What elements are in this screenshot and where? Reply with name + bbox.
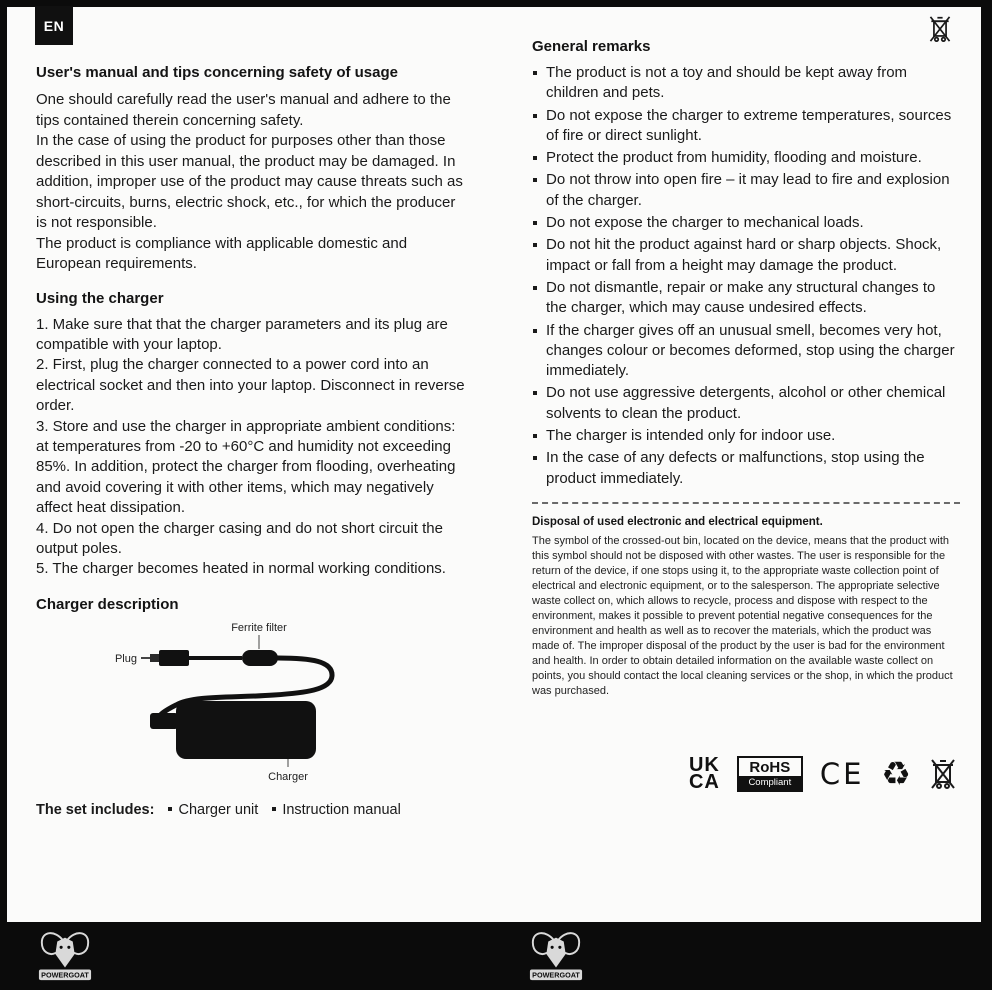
- plug-label: Plug: [114, 652, 137, 665]
- set-item-text: Instruction manual: [282, 801, 401, 818]
- remark-item: Protect the product from humidity, flooding and moisture.: [532, 148, 960, 168]
- right-column: [532, 38, 960, 793]
- footer-bar: [0, 922, 992, 990]
- charger-brick-shape: [176, 701, 316, 759]
- remark-item: The product is not a toy and should be kept away from children and pets.: [532, 63, 960, 104]
- scan-frame-right: [981, 0, 992, 990]
- recycle-icon: ♻: [881, 754, 911, 794]
- set-includes-label: The set includes:: [36, 801, 155, 818]
- ukca-bottom-text: CA: [688, 770, 720, 793]
- ukca-mark: [688, 753, 720, 793]
- rohs-compliant-text: Compliant: [739, 776, 801, 790]
- square-bullet-icon: [272, 807, 276, 811]
- weee-bin-icon: [928, 755, 958, 793]
- disposal-heading: Disposal of used electronic and electrical equipment.: [532, 515, 823, 528]
- usage-line: The product is compliance with applicable domestic and European requirements.: [36, 234, 408, 272]
- powergoat-wordmark: POWERGOAT: [41, 970, 89, 980]
- remark-item: Do not expose the charger to mechanical loads.: [532, 213, 960, 233]
- set-item: [272, 802, 400, 818]
- rohs-mark: [737, 756, 803, 792]
- powergoat-logo: [36, 927, 94, 983]
- set-item: [168, 802, 258, 818]
- certification-row: [532, 755, 960, 793]
- using-item: 3. Store and use the charger in appropriate ambient conditions: at temperatures from -20 to +60°C and humidity not exceeding 85%. In addition, protect the charger from flooding, overheating and avoid covering it with other items, which may negatively affect heat dissipation.: [36, 417, 456, 517]
- ferrite-filter-shape: [242, 650, 278, 666]
- charger-label: Charger: [268, 770, 308, 783]
- set-includes-line: [36, 802, 469, 818]
- ukca-top-text: UK: [688, 753, 720, 776]
- usage-line: One should carefully read the user's manual and adhere to the tips contained therein concerning safety.: [36, 91, 451, 129]
- dashed-divider: [532, 502, 960, 504]
- ferrite-filter-label: Ferrite filter: [231, 621, 287, 634]
- scan-frame-top: [0, 0, 992, 7]
- disposal-text: The symbol of the crossed-out bin, located on the device, means that the product with this symbol should not be disposed with other wastes. The user is responsible for the return of the device, if one stops using it, to the appropriate waste collection point of electrical and electronic equipment, or to the salesperson. The appropriate selective waste collect on, which allows to recycle, process and dispose with respect to the environment, makes it possible to prevent potential negative consequences for the environment and health as well as to recover the materials, which the product was made of. The improper disposal of the product by the user is bad for the environment and health. In order to obtain detailed information on the available waste collect on points, you should contact the local cleaning services or the shop, in which the product was purchased.: [532, 534, 953, 697]
- powergoat-logo: [527, 927, 585, 983]
- using-charger-list: [36, 315, 469, 580]
- using-item: 1. Make sure that that the charger parameters and its plug are compatible with your laptop.: [36, 315, 448, 353]
- using-item: 2. First, plug the charger connected to a power cord into an electrical socket and then into your laptop. Disconnect in reverse order.: [36, 356, 465, 415]
- powergoat-wordmark: POWERGOAT: [532, 970, 580, 980]
- set-item-text: Charger unit: [178, 801, 259, 818]
- dc-connector-shape: [150, 713, 178, 729]
- remark-item: If the charger gives off an unusual smell, becomes very hot, changes colour or becomes deformed, stop using the charger immediately.: [532, 321, 960, 382]
- remark-item: In the case of any defects or malfunctions, stop using the product immediately.: [532, 448, 960, 489]
- remark-item: The charger is intended only for indoor use.: [532, 426, 960, 446]
- general-remarks-list: [532, 63, 960, 489]
- using-charger-heading: Using the charger: [36, 289, 164, 307]
- general-remarks-heading: General remarks: [532, 38, 651, 55]
- remark-item: Do not hit the product against hard or sharp objects. Shock, impact or fall from a height may damage the product.: [532, 235, 960, 276]
- usage-line: In the case of using the product for purposes other than those described in this user manual, the product may be damaged. In addition, improper use of the product may cause threats such as short-circuits, burns, electric shock, etc., for which the producer is not responsible.: [36, 132, 463, 231]
- remark-item: Do not expose the charger to extreme temperatures, sources of fire or direct sunlight.: [532, 106, 960, 147]
- usage-text: [36, 90, 469, 275]
- square-bullet-icon: [168, 807, 172, 811]
- using-item: 4. Do not open the charger casing and do not short circuit the output poles.: [36, 519, 443, 557]
- charger-description-heading: Charger description: [36, 595, 179, 613]
- charger-diagram: [36, 617, 469, 789]
- remark-item: Do not use aggressive detergents, alcohol or other chemical solvents to clean the product.: [532, 383, 960, 424]
- rohs-title: RoHS: [749, 758, 791, 776]
- usage-heading: User's manual and tips concerning safety of usage: [36, 64, 398, 81]
- left-column: [36, 64, 469, 818]
- ce-mark: CE: [819, 756, 865, 791]
- plug-prong-shape: [150, 654, 159, 662]
- remark-item: Do not dismantle, repair or make any structural changes to the charger, which may cause undesired effects.: [532, 278, 960, 319]
- scan-frame-left: [0, 0, 7, 990]
- language-badge: EN: [35, 6, 73, 45]
- plug-body-shape: [159, 650, 189, 666]
- remark-item: Do not throw into open fire – it may lead to fire and explosion of the charger.: [532, 170, 960, 211]
- using-item: 5. The charger becomes heated in normal working conditions.: [36, 560, 446, 578]
